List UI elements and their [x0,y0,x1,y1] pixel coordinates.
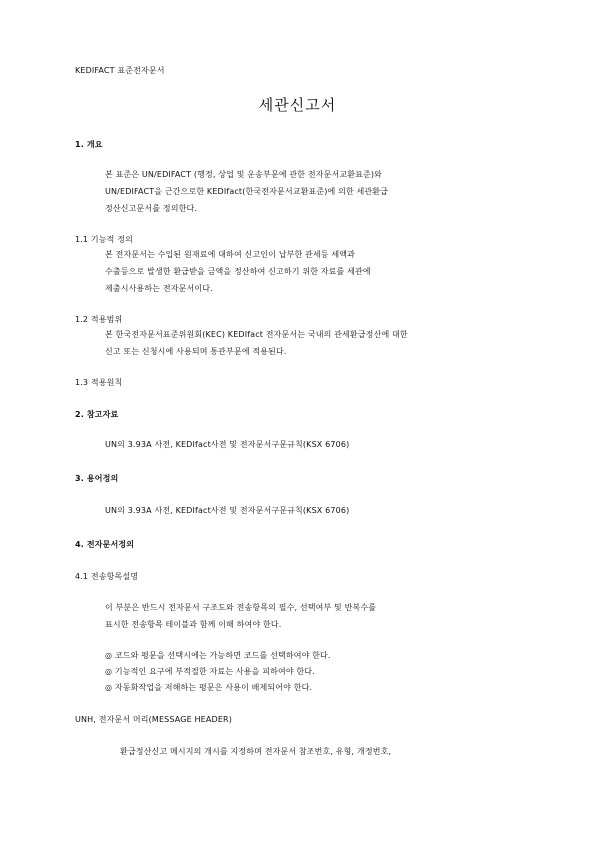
section-4-1-bullet-3: ◎ 자동화작업을 저해하는 평문은 사용이 배제되어야 한다. [105,683,313,692]
section-4-1-heading: 4.1 전송항목설명 [75,572,139,581]
section-4-1-line-1: 이 부분은 반드시 전자문서 구조도와 전송항목의 필수, 선택여부 및 반복수를 [105,603,377,612]
section-1-2-line-2: 신고 또는 신청시에 사용되며 통관부문에 적용된다. [105,347,287,356]
unh-heading: UNH, 전자문서 머리(MESSAGE HEADER) [75,715,233,724]
section-1-1-line-2: 수출등으로 발생한 환급받을 금액을 정산하여 신고하기 위한 자료를 세관에 [105,267,371,276]
section-2-body: UN의 3.93A 사전, KEDIfact사전 및 전자문서구문규칙(KSX 6706) [105,440,350,449]
unh-body: 환급정산신고 메시지의 개시를 지정하며 전자문서 참조번호, 유형, 개정번호, [120,747,392,756]
section-4-1-bullet-2: ◎ 기능적인 요구에 부적절한 자료는 사용을 피하여야 한다. [105,667,315,676]
section-1-line-2: UN/EDIFACT을 근간으로한 KEDIfact(한국전자문서교환표준)에 의한 세관환급 [105,187,389,196]
section-1-1-line-1: 본 전자문서는 수입된 원재료에 대하여 신고인이 납부한 관세등 세액과 [105,250,356,259]
section-4-heading: 4. 전자문서정의 [75,540,135,549]
section-1-line-1: 본 표준은 UN/EDIFACT (행정, 상업 및 운송부문에 관한 전자문서교환표준)와 [105,170,383,179]
section-1-heading: 1. 개요 [75,140,103,149]
section-4-1-line-2: 표시한 전송항목 테이블과 함께 이해 하여야 한다. [105,620,282,629]
section-1-3-heading: 1.3 적용원칙 [75,378,123,387]
section-3-body: UN의 3.93A 사전, KEDIfact사전 및 전자문서구문규칙(KSX 6706) [105,506,350,515]
section-2-heading: 2. 참고자료 [75,410,119,419]
section-1-1-heading: 1.1 기능적 정의 [75,235,133,244]
document-title: 세관신고서 [258,96,337,114]
document-header-label: KEDIFACT 표준전자문서 [75,66,165,75]
section-4-1-bullet-1: ◎ 코드와 평문을 선택시에는 가능하면 코드를 선택하여야 한다. [105,651,331,660]
section-1-line-3: 정산신고문서를 정의한다. [105,204,198,213]
section-1-2-heading: 1.2 적용범위 [75,315,123,324]
section-1-2-line-1: 본 한국전자문서표준위원회(KEC) KEDIfact 전자문서는 국내의 관세환급정산에 대한 [105,330,408,339]
section-3-heading: 3. 용어정의 [75,474,119,483]
section-1-1-line-3: 제출시사용하는 전자문서이다. [105,284,213,293]
